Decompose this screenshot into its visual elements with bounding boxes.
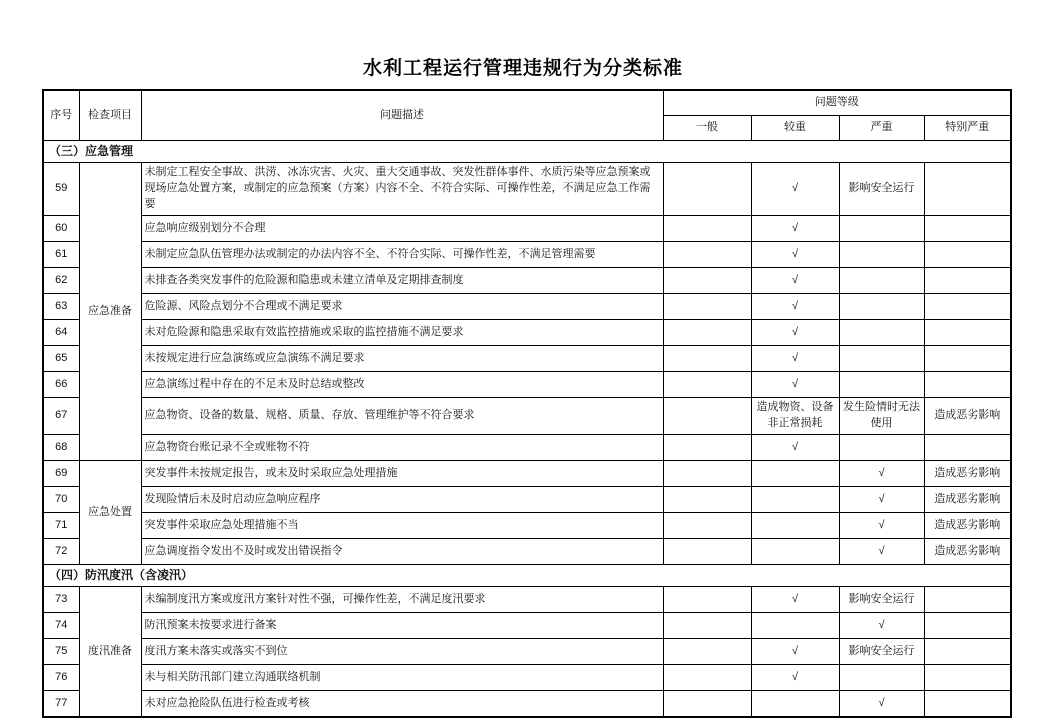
level-extremely-severe-cell: 造成恶劣影响 [924,487,1011,513]
level-serious-cell [751,487,839,513]
table-header [43,90,1011,141]
level-serious-cell: √ [751,665,839,691]
description-cell: 应急调度指令发出不及时或发出错误指令 [141,539,663,565]
level-severe-cell [839,242,924,268]
level-serious-cell [751,513,839,539]
table-row [43,435,1011,461]
level-extremely-severe-cell: 造成恶劣影响 [924,539,1011,565]
level-serious-cell: √ [751,372,839,398]
level-serious-cell: √ [751,346,839,372]
level-extremely-severe-cell [924,613,1011,639]
level-serious-cell: √ [751,163,839,216]
level-serious-cell: √ [751,294,839,320]
level-general-cell [663,487,751,513]
level-severe-cell: 影响安全运行 [839,639,924,665]
table-row [43,665,1011,691]
level-severe-cell [839,372,924,398]
description-cell: 发现险情后未及时启动应急响应程序 [141,487,663,513]
table-row [43,320,1011,346]
level-general-cell [663,268,751,294]
level-severe-cell [839,294,924,320]
seq-cell: 63 [43,294,79,320]
inspection-item-cell: 应急准备 [79,163,141,461]
description-cell: 未按规定进行应急演练或应急演练不满足要求 [141,346,663,372]
seq-cell: 74 [43,613,79,639]
level-extremely-severe-cell [924,372,1011,398]
level-general-cell [663,665,751,691]
seq-cell: 66 [43,372,79,398]
level-severe-cell: 发生险情时无法使用 [839,398,924,435]
level-extremely-severe-cell: 造成恶劣影响 [924,398,1011,435]
section-title: （三）应急管理 [43,141,1011,163]
level-severe-cell [839,665,924,691]
description-cell: 未与相关防汛部门建立沟通联络机制 [141,665,663,691]
level-general-cell [663,691,751,718]
level-extremely-severe-cell: 造成恶劣影响 [924,461,1011,487]
level-general-cell [663,513,751,539]
table-row [43,691,1011,718]
seq-cell: 60 [43,216,79,242]
level-extremely-severe-cell: 造成恶劣影响 [924,513,1011,539]
level-severe-cell [839,216,924,242]
description-cell: 应急响应级别划分不合理 [141,216,663,242]
seq-cell: 69 [43,461,79,487]
level-serious-cell [751,613,839,639]
level-severe-cell: √ [839,691,924,718]
level-extremely-severe-cell [924,435,1011,461]
seq-cell: 73 [43,587,79,613]
description-cell: 突发事件采取应急处理措施不当 [141,513,663,539]
level-general-cell [663,398,751,435]
table-row [43,346,1011,372]
level-extremely-severe-cell [924,587,1011,613]
level-serious-cell: √ [751,435,839,461]
level-extremely-severe-cell [924,639,1011,665]
level-general-cell [663,461,751,487]
section-header-row [43,565,1011,587]
level-severe-cell: √ [839,461,924,487]
level-serious-cell: 造成物资、设备非正常损耗 [751,398,839,435]
level-general-cell [663,639,751,665]
level-severe-cell: √ [839,613,924,639]
description-cell: 未制定工程安全事故、洪涝、冰冻灾害、火灾、重大交通事故、突发性群体事件、水质污染等应急预案或现场应急处置方案，或制定的应急预案（方案）内容不全、不符合实际、可操作性差，不满足应急工作需要 [141,163,663,216]
level-severe-cell: 影响安全运行 [839,587,924,613]
table-row [43,163,1011,216]
table-body [43,141,1011,718]
section-header-row [43,141,1011,163]
description-cell: 未编制度汛方案或度汛方案针对性不强，可操作性差，不满足度汛要求 [141,587,663,613]
classification-table [42,89,1012,718]
level-severe-cell: √ [839,539,924,565]
level-serious-cell: √ [751,242,839,268]
seq-cell: 76 [43,665,79,691]
level-general-cell [663,216,751,242]
seq-cell: 62 [43,268,79,294]
level-extremely-severe-cell [924,163,1011,216]
seq-cell: 75 [43,639,79,665]
level-severe-cell: √ [839,513,924,539]
level-serious-cell: √ [751,587,839,613]
header-level-group: 问题等级 [663,90,1011,116]
level-extremely-severe-cell [924,294,1011,320]
seq-cell: 71 [43,513,79,539]
header-level-extremely-severe: 特别严重 [924,116,1011,141]
description-cell: 未排查各类突发事件的危险源和隐患或未建立清单及定期排查制度 [141,268,663,294]
level-severe-cell [839,435,924,461]
seq-cell: 59 [43,163,79,216]
level-general-cell [663,372,751,398]
level-extremely-severe-cell [924,216,1011,242]
level-general-cell [663,163,751,216]
inspection-item-cell: 应急处置 [79,461,141,565]
description-cell: 突发事件未按规定报告，或未及时采取应急处理措施 [141,461,663,487]
seq-cell: 77 [43,691,79,718]
level-general-cell [663,613,751,639]
seq-cell: 61 [43,242,79,268]
level-general-cell [663,242,751,268]
seq-cell: 68 [43,435,79,461]
table-row [43,539,1011,565]
table-row [43,268,1011,294]
level-extremely-severe-cell [924,346,1011,372]
level-extremely-severe-cell [924,320,1011,346]
level-severe-cell [839,268,924,294]
level-severe-cell: 影响安全运行 [839,163,924,216]
level-general-cell [663,587,751,613]
header-level-serious: 较重 [751,116,839,141]
level-severe-cell: √ [839,487,924,513]
seq-cell: 64 [43,320,79,346]
table-row [43,398,1011,435]
description-cell: 防汛预案未按要求进行备案 [141,613,663,639]
level-extremely-severe-cell [924,268,1011,294]
description-cell: 度汛方案未落实或落实不到位 [141,639,663,665]
level-general-cell [663,435,751,461]
header-level-general: 一般 [663,116,751,141]
table-row [43,372,1011,398]
level-extremely-severe-cell [924,691,1011,718]
description-cell: 应急物资台账记录不全或账物不符 [141,435,663,461]
level-general-cell [663,294,751,320]
level-serious-cell [751,539,839,565]
header-level-severe: 严重 [839,116,924,141]
level-severe-cell [839,320,924,346]
table-row [43,587,1011,613]
seq-cell: 67 [43,398,79,435]
level-extremely-severe-cell [924,665,1011,691]
table-row [43,461,1011,487]
table-row [43,242,1011,268]
level-general-cell [663,320,751,346]
table-row [43,513,1011,539]
header-seq: 序号 [43,90,79,141]
description-cell: 未对应急抢险队伍进行检查或考核 [141,691,663,718]
level-severe-cell [839,346,924,372]
section-title: （四）防汛度汛（含凌汛） [43,565,1011,587]
header-row-top [43,90,1011,116]
table-row [43,613,1011,639]
header-inspection-item: 检查项目 [79,90,141,141]
table-row [43,216,1011,242]
table-row [43,487,1011,513]
page-title: 水利工程运行管理违规行为分类标准 [362,58,683,79]
seq-cell: 72 [43,539,79,565]
table-row [43,294,1011,320]
description-cell: 应急演练过程中存在的不足未及时总结或整改 [141,372,663,398]
level-serious-cell: √ [751,639,839,665]
inspection-item-cell: 度汛准备 [79,587,141,718]
level-serious-cell [751,461,839,487]
description-cell: 应急物资、设备的数量、规格、质量、存放、管理维护等不符合要求 [141,398,663,435]
table-row [43,639,1011,665]
level-general-cell [663,346,751,372]
level-general-cell [663,539,751,565]
level-serious-cell [751,691,839,718]
seq-cell: 65 [43,346,79,372]
header-description: 问题描述 [141,90,663,141]
level-extremely-severe-cell [924,242,1011,268]
level-serious-cell: √ [751,320,839,346]
level-serious-cell: √ [751,268,839,294]
seq-cell: 70 [43,487,79,513]
description-cell: 危险源、风险点划分不合理或不满足要求 [141,294,663,320]
description-cell: 未对危险源和隐患采取有效监控措施或采取的监控措施不满足要求 [141,320,663,346]
description-cell: 未制定应急队伍管理办法或制定的办法内容不全、不符合实际、可操作性差，不满足管理需要 [141,242,663,268]
level-serious-cell: √ [751,216,839,242]
